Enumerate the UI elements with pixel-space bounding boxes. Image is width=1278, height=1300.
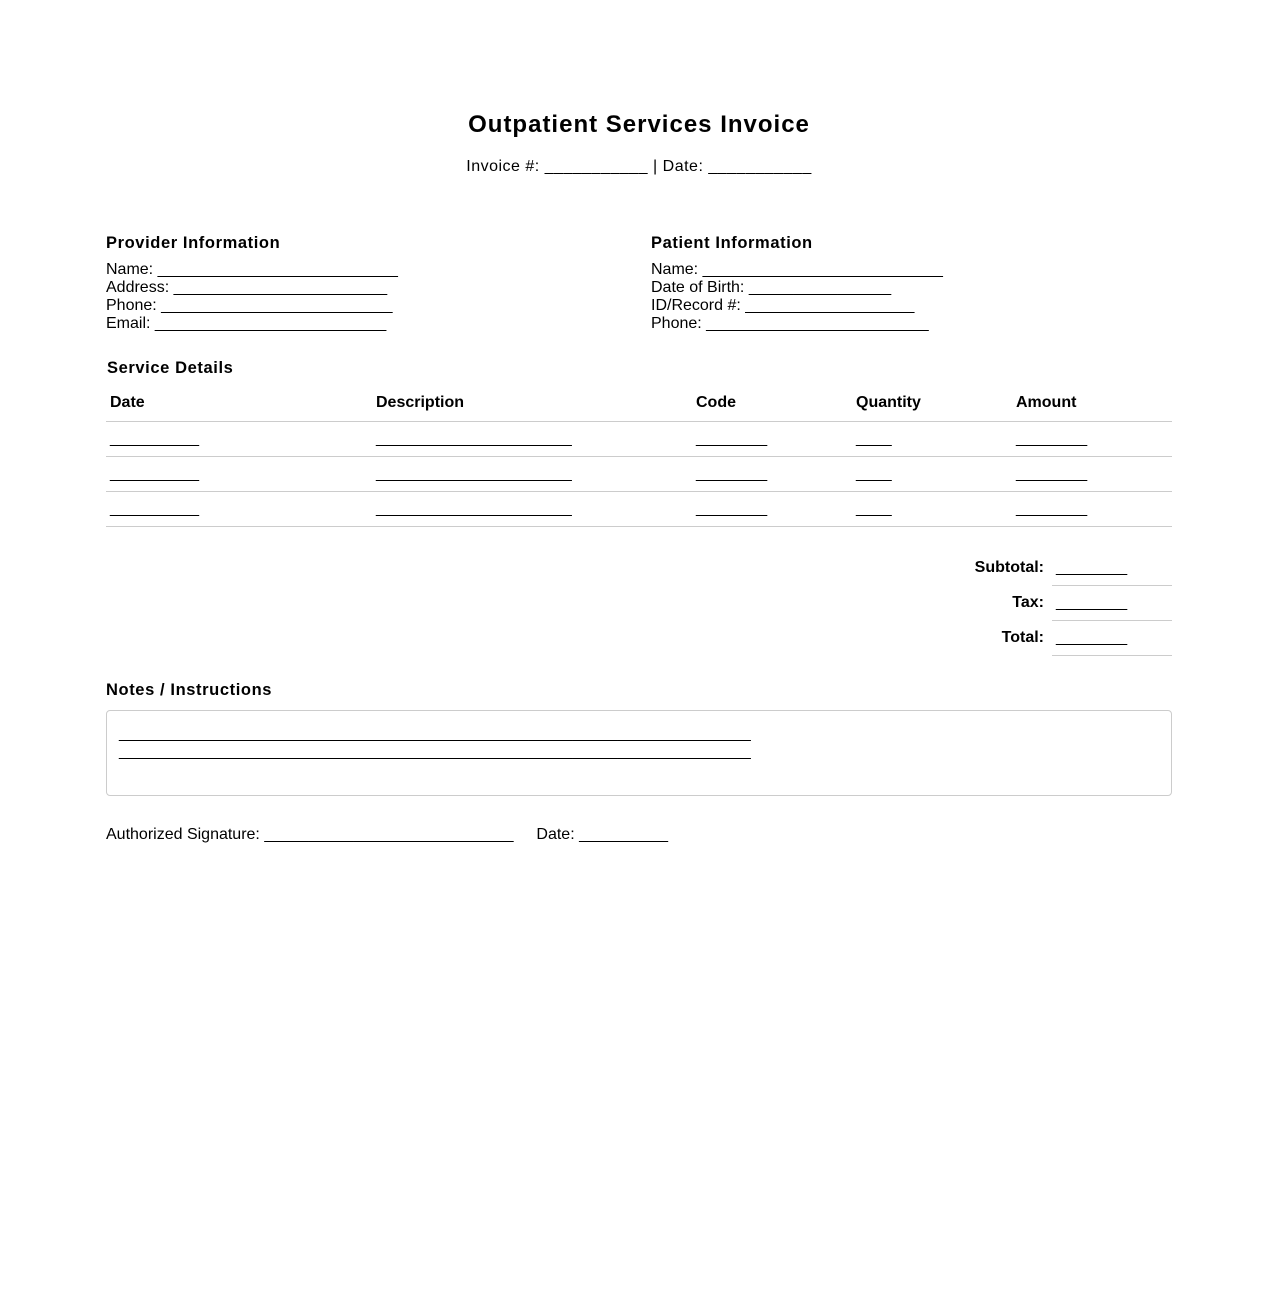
- column-header-quantity: Quantity: [852, 386, 1012, 422]
- service-quantity-cell[interactable]: ____: [852, 492, 1012, 527]
- tax-row: [912, 586, 1172, 621]
- service-quantity-cell[interactable]: ____: [852, 422, 1012, 457]
- patient-name-row: [651, 261, 943, 279]
- provider-email-row: [106, 315, 398, 333]
- patient-dob-label: Date of Birth:: [651, 279, 745, 296]
- service-date-cell[interactable]: __________: [106, 457, 372, 492]
- patient-dob-field[interactable]: ________________: [748, 279, 892, 296]
- provider-email-field[interactable]: __________________________: [154, 315, 387, 332]
- provider-phone-row: [106, 297, 398, 315]
- service-amount-cell[interactable]: ________: [1012, 422, 1172, 457]
- provider-email-label: Email:: [106, 315, 151, 332]
- service-code-cell[interactable]: ________: [692, 422, 852, 457]
- provider-phone-label: Phone:: [106, 297, 157, 314]
- tax-field[interactable]: ________: [1052, 586, 1172, 621]
- provider-name-row: [106, 261, 398, 279]
- table-row: [106, 457, 1172, 492]
- invoice-number-field[interactable]: ___________: [544, 158, 649, 175]
- notes-line[interactable]: _______________________________________________________________________: [119, 743, 751, 760]
- signature-label: Authorized Signature:: [106, 826, 260, 843]
- patient-info-section: [651, 234, 943, 333]
- service-quantity-cell[interactable]: ____: [852, 457, 1012, 492]
- column-header-amount: Amount: [1012, 386, 1172, 422]
- notes-box[interactable]: [106, 710, 1172, 796]
- total-field[interactable]: ________: [1052, 621, 1172, 656]
- signature-date-label: Date:: [536, 826, 575, 843]
- patient-id-row: [651, 297, 943, 315]
- provider-name-label: Name:: [106, 261, 154, 278]
- patient-dob-row: [651, 279, 943, 297]
- patient-id-label: ID/Record #:: [651, 297, 741, 314]
- table-row: [106, 492, 1172, 527]
- provider-address-field[interactable]: ________________________: [173, 279, 388, 296]
- total-row: [912, 621, 1172, 656]
- patient-phone-label: Phone:: [651, 315, 702, 332]
- provider-name-field[interactable]: ___________________________: [157, 261, 398, 278]
- signature-field[interactable]: ____________________________: [264, 826, 514, 843]
- service-amount-cell[interactable]: ________: [1012, 492, 1172, 527]
- service-amount-cell[interactable]: ________: [1012, 457, 1172, 492]
- total-label: Total:: [1001, 629, 1044, 646]
- invoice-meta: [106, 158, 1172, 176]
- service-description-cell[interactable]: ______________________: [372, 492, 692, 527]
- notes-line[interactable]: _______________________________________________________________________: [119, 725, 751, 742]
- subtotal-row: [912, 551, 1172, 586]
- provider-address-row: [106, 279, 398, 297]
- service-description-cell[interactable]: ______________________: [372, 422, 692, 457]
- service-code-cell[interactable]: ________: [692, 457, 852, 492]
- service-details-table: [106, 386, 1172, 527]
- provider-info-section: [106, 234, 398, 333]
- column-header-code: Code: [692, 386, 852, 422]
- patient-name-label: Name:: [651, 261, 699, 278]
- notes-heading: Notes / Instructions: [106, 681, 273, 699]
- subtotal-field[interactable]: ________: [1052, 551, 1172, 586]
- provider-phone-field[interactable]: __________________________: [161, 297, 393, 314]
- signature-date-field[interactable]: __________: [579, 826, 669, 843]
- column-header-date: Date: [106, 386, 372, 422]
- patient-info-heading: Patient Information: [651, 234, 813, 252]
- table-header-row: [106, 386, 1172, 422]
- page-title: Outpatient Services Invoice: [468, 111, 810, 138]
- signature-row: [106, 826, 668, 844]
- subtotal-label: Subtotal:: [974, 559, 1044, 576]
- provider-address-label: Address:: [106, 279, 170, 296]
- service-description-cell[interactable]: ______________________: [372, 457, 692, 492]
- invoice-date-label: Date:: [662, 158, 704, 175]
- invoice-number-label: Invoice #:: [466, 158, 540, 175]
- patient-phone-field[interactable]: _________________________: [706, 315, 929, 332]
- table-row: [106, 422, 1172, 457]
- totals-section: [912, 551, 1172, 656]
- patient-name-field[interactable]: ___________________________: [702, 261, 943, 278]
- column-header-description: Description: [372, 386, 692, 422]
- service-details-heading: Service Details: [107, 359, 234, 377]
- tax-label: Tax:: [1012, 594, 1044, 611]
- provider-info-heading: Provider Information: [106, 234, 281, 252]
- meta-separator: |: [653, 158, 658, 175]
- invoice-date-field[interactable]: ___________: [708, 158, 812, 175]
- service-code-cell[interactable]: ________: [692, 492, 852, 527]
- patient-phone-row: [651, 315, 943, 333]
- patient-id-field[interactable]: ___________________: [745, 297, 915, 314]
- service-date-cell[interactable]: __________: [106, 422, 372, 457]
- service-date-cell[interactable]: __________: [106, 492, 372, 527]
